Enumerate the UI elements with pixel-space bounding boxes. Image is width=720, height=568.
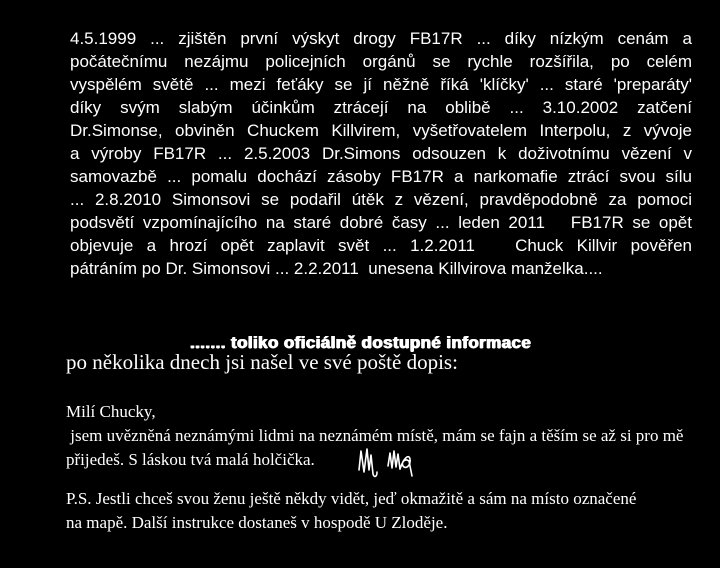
chronicle-text: [70, 27, 692, 280]
letter-body-line: přijedeš. S láskou tvá malá holčička.: [66, 450, 315, 469]
chronicle-line: objevuje a hrozí opět zaplavit svět ... 1.2.2011 Chuck Killvir pověřen: [70, 236, 692, 255]
narration-line: po několika dnech jsi našel ve své poště dopis:: [66, 350, 458, 374]
postscript-line: na mapě. Další instrukce dostaneš v hospodě U Zloděje.: [66, 513, 448, 532]
chronicle-line: vyspělém světě ... mezi feťáky se jí něžně říká 'klíčky' ... staré 'preparáty': [70, 75, 692, 94]
chronicle-line: ... 2.8.2010 Simonsovi se podařil útěk z vězení, pravděpodobně za pomoci: [70, 190, 692, 209]
chronicle-line: 4.5.1999 ... zjištěn první výskyt drogy FB17R ... díky nízkým cenám a: [70, 29, 692, 48]
postscript-line: P.S. Jestli chceš svou ženu ještě někdy vidět, jeď okmažitě a sám na místo označené: [66, 489, 637, 508]
chronicle-line: Dr.Simonse, obviněn Chuckem Killvirem, vyšetřovatelem Interpolu, z vývoje: [70, 121, 692, 140]
letter-salutation: Milí Chucky,: [66, 402, 156, 421]
official-info-tagline: ....... toliko oficiálně dostupné informace: [189, 333, 531, 352]
chronicle-line: počátečnímu nezájmu policejních orgánů se rychle rozšířila, po celém: [70, 52, 692, 71]
chronicle-line: a výroby FB17R ... 2.5.2003 Dr.Simons odsouzen k doživotnímu vězení v: [70, 144, 692, 163]
chronicle-line: pátráním po Dr. Simonsovi ... 2.2.2011 unesena Killvirova manželka....: [70, 259, 603, 278]
chronicle-line: díky svým slabým účinkům ztrácejí na oblibě ... 3.10.2002 zatčení: [70, 98, 692, 117]
postscript: [66, 487, 706, 535]
chronicle-line: podsvětí vzpomínajícího na staré dobré časy ... leden 2011 FB17R se opět: [70, 213, 692, 232]
chronicle-line: samovazbě ... pomalu dochází zásoby FB17R a narkomafie ztrácí svou sílu: [70, 167, 692, 186]
letter-body-line: jsem uvězněná neznámými lidmi na neznámém místě, mám se fajn a těším se až si pro mě: [66, 426, 684, 445]
signature-scribble-icon: [355, 446, 425, 482]
